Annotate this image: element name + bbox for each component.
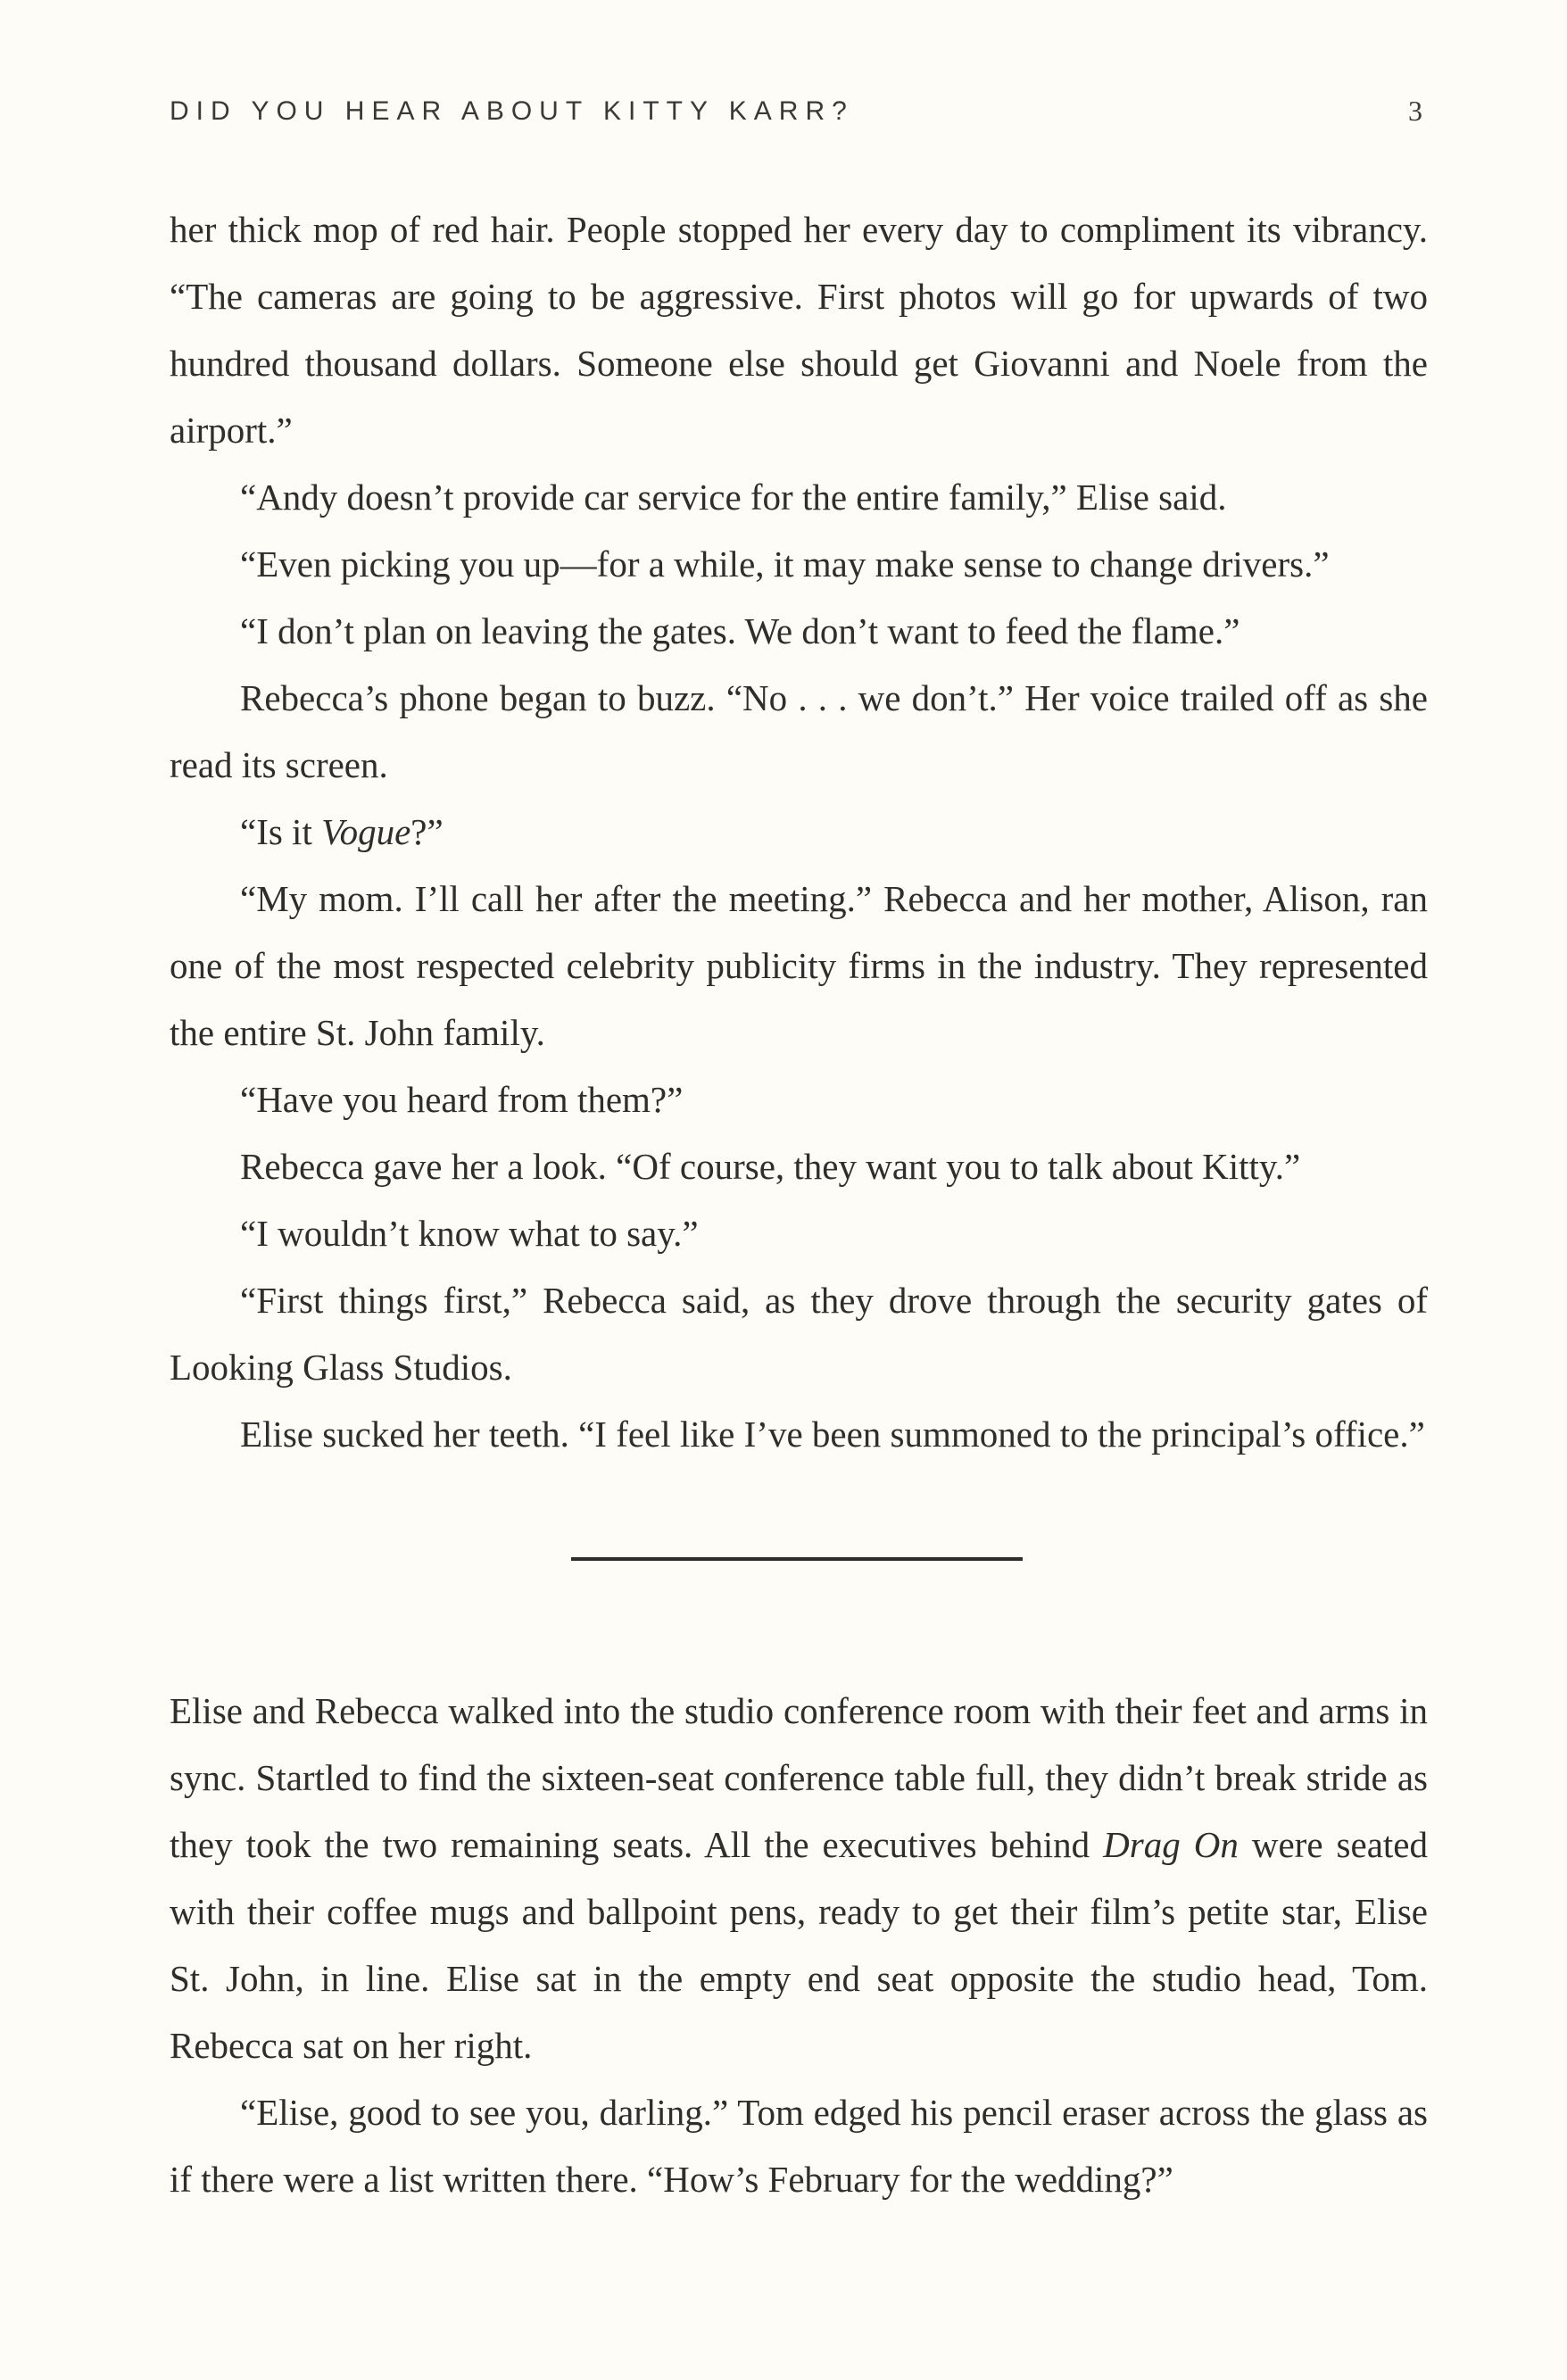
dialogue-text: ?” [410, 811, 444, 852]
paragraph [170, 1678, 1428, 2079]
paragraph: “Even picking you up—for a while, it may make sense to change drivers.” [240, 543, 1330, 585]
paragraph: “My mom. I’ll call her after the meeting.” Rebecca and her mother, Alison, ran one of the most respected celebrity publicity firms in the industry. They represented the entire St. John family. [170, 878, 1428, 1053]
narrative-text: were seated with their coffee mugs and ballpoint pens, ready to get their film’s petite star, Elise St. John, in line. Elise sat in the empty end seat opposite the studio head, Tom. Rebecca sat on her right. [170, 1824, 1428, 2066]
paragraph: “I don’t plan on leaving the gates. We don’t want to feed the flame.” [240, 610, 1240, 651]
running-head: DID YOU HEAR ABOUT KITTY KARR? [170, 96, 854, 126]
paragraph: Rebecca’s phone began to buzz. “No . . . we don’t.” Her voice trailed off as she read its screen. [170, 677, 1428, 785]
paragraph: Rebecca gave her a look. “Of course, they want you to talk about Kitty.” [240, 1146, 1301, 1187]
paragraph: “I wouldn’t know what to say.” [240, 1213, 699, 1254]
scene-break-rule [571, 1557, 1023, 1561]
narrative-text: Elise and Rebecca walked into the studio conference room with their feet and arms in sync. Startled to find the sixteen-seat conference table full, they didn’t break stride as they took the two remaining seats. All the executives behind [170, 1690, 1428, 1865]
paragraph: her thick mop of red hair. People stopped her every day to compliment its vibrancy. “The cameras are going to be aggressive. First photos will go for upwards of two hundred thousand dollars. Someone else should get Giovanni and Noele from the airport.” [170, 209, 1428, 451]
paragraph: Elise sucked her teeth. “I feel like I’ve been summoned to the principal’s office.” [240, 1414, 1425, 1455]
paragraph: “Elise, good to see you, darling.” Tom edged his pencil eraser across the glass as if there were a list written there. “How’s February for the wedding?” [170, 2092, 1428, 2200]
paragraph: “First things first,” Rebecca said, as they drove through the security gates of Looking Glass Studios. [170, 1280, 1428, 1388]
paragraph: “Andy doesn’t provide car service for the entire family,” Elise said. [240, 477, 1227, 518]
section-2-text [170, 1678, 1428, 2213]
dialogue-text: “Is it [240, 811, 322, 852]
paragraph [170, 799, 1428, 866]
section-1-text [170, 196, 1428, 1468]
italic-title: Drag On [1103, 1824, 1239, 1865]
page-number: 3 [1408, 95, 1422, 127]
italic-title: Vogue [321, 811, 411, 852]
paragraph: “Have you heard from them?” [240, 1079, 684, 1120]
